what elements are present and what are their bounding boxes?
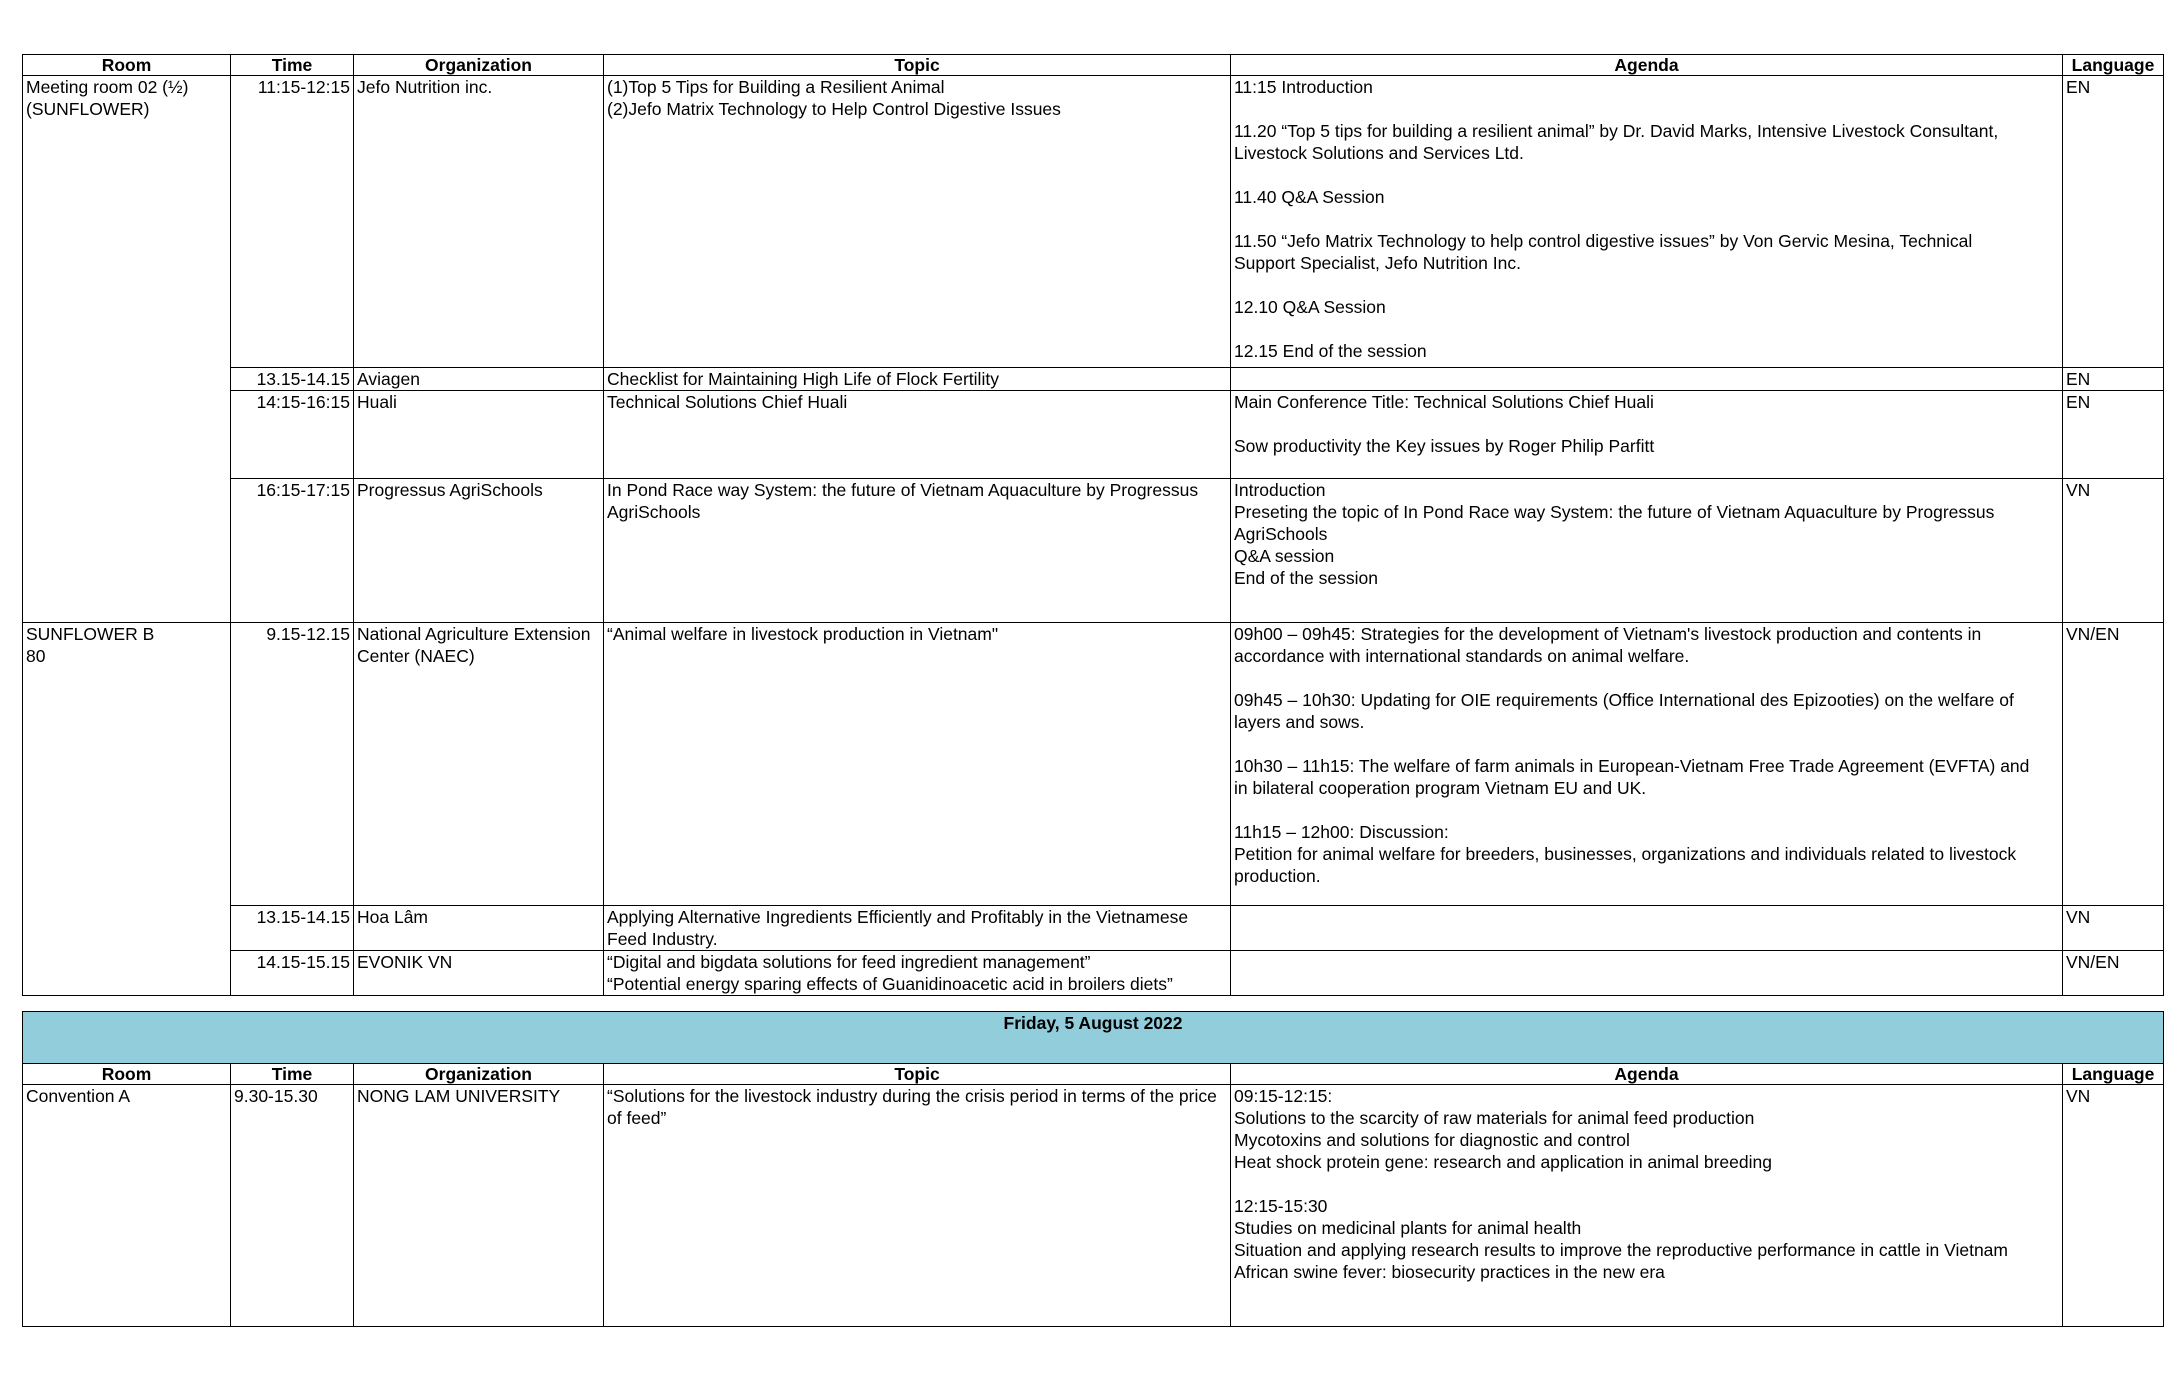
organization-line: Progressus AgriSchools	[357, 480, 543, 500]
topic-line: AgriSchools	[607, 502, 701, 522]
header-topic: Topic	[604, 1064, 1231, 1085]
day-title: Friday, 5 August 2022	[23, 1012, 2164, 1064]
header-agenda: Agenda	[1231, 55, 2063, 76]
language-cell: VN	[2063, 479, 2164, 623]
topic-line: (1)Top 5 Tips for Building a Resilient Animal	[607, 77, 945, 97]
agenda-line: Mycotoxins and solutions for diagnostic and control	[1234, 1130, 1630, 1150]
table-row	[23, 951, 2164, 996]
agenda-gap	[1234, 274, 2059, 296]
agenda-gap	[1234, 318, 2059, 340]
agenda-line: Introduction	[1234, 480, 1326, 500]
organization-cell	[354, 951, 604, 996]
organization-line: EVONIK VN	[357, 952, 453, 972]
language-cell: VN/EN	[2063, 623, 2164, 906]
agenda-line: Main Conference Title: Technical Solutions Chief Huali	[1234, 392, 1654, 412]
agenda-cell	[1231, 479, 2063, 623]
agenda-gap	[1234, 98, 2059, 120]
organization-line: Aviagen	[357, 369, 420, 389]
topic-cell	[604, 391, 1231, 479]
agenda-gap	[1234, 799, 2059, 821]
schedule-table-1	[22, 54, 2164, 996]
topic-cell	[604, 623, 1231, 906]
header-time: Time	[231, 55, 354, 76]
table-row	[23, 76, 2164, 368]
agenda-line: 11:15 Introduction	[1234, 77, 1373, 97]
table-row	[23, 479, 2164, 623]
agenda-gap	[1234, 413, 2059, 435]
organization-line: National Agriculture Extension	[357, 624, 591, 644]
header-room: Room	[23, 1064, 231, 1085]
room-name-line: (SUNFLOWER)	[26, 99, 150, 119]
room-cell	[23, 623, 231, 996]
language-cell: EN	[2063, 76, 2164, 368]
language-cell: EN	[2063, 368, 2164, 391]
organization-cell	[354, 368, 604, 391]
topic-cell	[604, 368, 1231, 391]
agenda-cell	[1231, 951, 2063, 996]
organization-line: NONG LAM UNIVERSITY	[357, 1086, 561, 1106]
agenda-gap	[1234, 164, 2059, 186]
agenda-line: 09h00 – 09h45: Strategies for the development of Vietnam's livestock production and contents in	[1234, 624, 1982, 644]
agenda-cell	[1231, 76, 2063, 368]
day-banner-row	[23, 1012, 2164, 1064]
agenda-gap	[1234, 208, 2059, 230]
header-time: Time	[231, 1064, 354, 1085]
agenda-line: 12.15 End of the session	[1234, 341, 1427, 361]
header-organization: Organization	[354, 1064, 604, 1085]
language-cell: VN	[2063, 906, 2164, 951]
room-name-line: SUNFLOWER B	[26, 624, 155, 644]
agenda-gap	[1234, 1173, 2059, 1195]
schedule-table-2	[22, 1011, 2164, 1327]
topic-cell	[604, 951, 1231, 996]
header-language: Language	[2063, 1064, 2164, 1085]
header-topic: Topic	[604, 55, 1231, 76]
agenda-line: 11.40 Q&A Session	[1234, 187, 1385, 207]
agenda-cell	[1231, 391, 2063, 479]
table-row	[23, 368, 2164, 391]
agenda-line: 11.50 “Jefo Matrix Technology to help control digestive issues” by Von Gervic Mesina, Technical	[1234, 231, 1973, 251]
agenda-line: Heat shock protein gene: research and application in animal breeding	[1234, 1152, 1772, 1172]
organization-cell	[354, 479, 604, 623]
agenda-line: Q&A session	[1234, 546, 1335, 566]
time-cell: 14:15-16:15	[231, 391, 354, 479]
agenda-line: AgriSchools	[1234, 524, 1328, 544]
room-name-line: Meeting room 02 (½)	[26, 77, 189, 97]
topic-line: “Solutions for the livestock industry during the crisis period in terms of the price	[607, 1086, 1217, 1106]
time-cell: 13.15-14.15	[231, 906, 354, 951]
agenda-line: 09:15-12:15:	[1234, 1086, 1333, 1106]
header-agenda: Agenda	[1231, 1064, 2063, 1085]
table-row	[23, 391, 2164, 479]
agenda-line: 09h45 – 10h30: Updating for OIE requirements (Office International des Epizooties) on the welfare of	[1234, 690, 2014, 710]
header-row	[23, 1064, 2164, 1085]
time-cell: 11:15-12:15	[231, 76, 354, 368]
organization-cell	[354, 76, 604, 368]
topic-line: Applying Alternative Ingredients Efficiently and Profitably in the Vietnamese	[607, 907, 1189, 927]
topic-line: Feed Industry.	[607, 929, 718, 949]
agenda-line: 12:15-15:30	[1234, 1196, 1328, 1216]
language-cell: EN	[2063, 391, 2164, 479]
header-organization: Organization	[354, 55, 604, 76]
table-row	[23, 1085, 2164, 1327]
agenda-gap	[1234, 733, 2059, 755]
room-cell: Convention A	[23, 1085, 231, 1327]
organization-cell	[354, 1085, 604, 1327]
organization-line: Jefo Nutrition inc.	[357, 77, 493, 97]
header-row	[23, 55, 2164, 76]
organization-line: Huali	[357, 392, 397, 412]
header-language: Language	[2063, 55, 2164, 76]
topic-cell	[604, 906, 1231, 951]
agenda-line: African swine fever: biosecurity practices in the new era	[1234, 1262, 1665, 1282]
agenda-line: Livestock Solutions and Services Ltd.	[1234, 143, 1524, 163]
agenda-line: accordance with international standards on animal welfare.	[1234, 646, 1690, 666]
organization-cell	[354, 391, 604, 479]
language-cell: VN/EN	[2063, 951, 2164, 996]
agenda-gap	[1234, 667, 2059, 689]
time-cell: 9.30-15.30	[231, 1085, 354, 1327]
topic-line: “Potential energy sparing effects of Guanidinoacetic acid in broilers diets”	[607, 974, 1173, 994]
organization-cell	[354, 623, 604, 906]
topic-cell	[604, 479, 1231, 623]
agenda-line: 10h30 – 11h15: The welfare of farm animals in European-Vietnam Free Trade Agreement (EVFTA) and	[1234, 756, 2030, 776]
agenda-line: Situation and applying research results to improve the reproductive performance in cattle in Vietnam	[1234, 1240, 2008, 1260]
topic-cell	[604, 1085, 1231, 1327]
agenda-line: Preseting the topic of In Pond Race way System: the future of Vietnam Aquaculture by Progressus	[1234, 502, 1995, 522]
topic-line: “Digital and bigdata solutions for feed ingredient management”	[607, 952, 1091, 972]
agenda-cell	[1231, 906, 2063, 951]
topic-line: of feed”	[607, 1108, 667, 1128]
organization-cell	[354, 906, 604, 951]
agenda-line: Studies on medicinal plants for animal health	[1234, 1218, 1582, 1238]
agenda-line: in bilateral cooperation program Vietnam EU and UK.	[1234, 778, 1647, 798]
agenda-cell	[1231, 1085, 2063, 1327]
topic-line: Checklist for Maintaining High Life of Flock Fertility	[607, 369, 999, 389]
agenda-cell	[1231, 368, 2063, 391]
room-cell	[23, 76, 231, 623]
agenda-line: Petition for animal welfare for breeders, businesses, organizations and individuals related to livestock	[1234, 844, 2017, 864]
topic-cell	[604, 76, 1231, 368]
time-cell: 14.15-15.15	[231, 951, 354, 996]
agenda-line: layers and sows.	[1234, 712, 1365, 732]
organization-line: Hoa Lâm	[357, 907, 429, 927]
time-cell: 13.15-14.15	[231, 368, 354, 391]
agenda-line: Support Specialist, Jefo Nutrition Inc.	[1234, 253, 1521, 273]
room-name-line: 80	[26, 646, 46, 666]
agenda-line: 11.20 “Top 5 tips for building a resilient animal” by Dr. David Marks, Intensive Livestock Consultant,	[1234, 121, 1999, 141]
agenda-line: Sow productivity the Key issues by Roger Philip Parfitt	[1234, 436, 1655, 456]
agenda-cell	[1231, 623, 2063, 906]
agenda-line: End of the session	[1234, 568, 1378, 588]
topic-line: In Pond Race way System: the future of Vietnam Aquaculture by Progressus	[607, 480, 1199, 500]
time-cell: 16:15-17:15	[231, 479, 354, 623]
agenda-line: 11h15 – 12h00: Discussion:	[1234, 822, 1449, 842]
agenda-line: 12.10 Q&A Session	[1234, 297, 1386, 317]
language-cell: VN	[2063, 1085, 2164, 1327]
topic-line: Technical Solutions Chief Huali	[607, 392, 848, 412]
header-room: Room	[23, 55, 231, 76]
topic-line: (2)Jefo Matrix Technology to Help Control Digestive Issues	[607, 99, 1061, 119]
time-cell: 9.15-12.15	[231, 623, 354, 906]
table-row	[23, 623, 2164, 906]
agenda-line: production.	[1234, 866, 1321, 886]
table-row	[23, 906, 2164, 951]
organization-line: Center (NAEC)	[357, 646, 475, 666]
agenda-line: Solutions to the scarcity of raw materials for animal feed production	[1234, 1108, 1755, 1128]
topic-line: “Animal welfare in livestock production in Vietnam"	[607, 624, 999, 644]
